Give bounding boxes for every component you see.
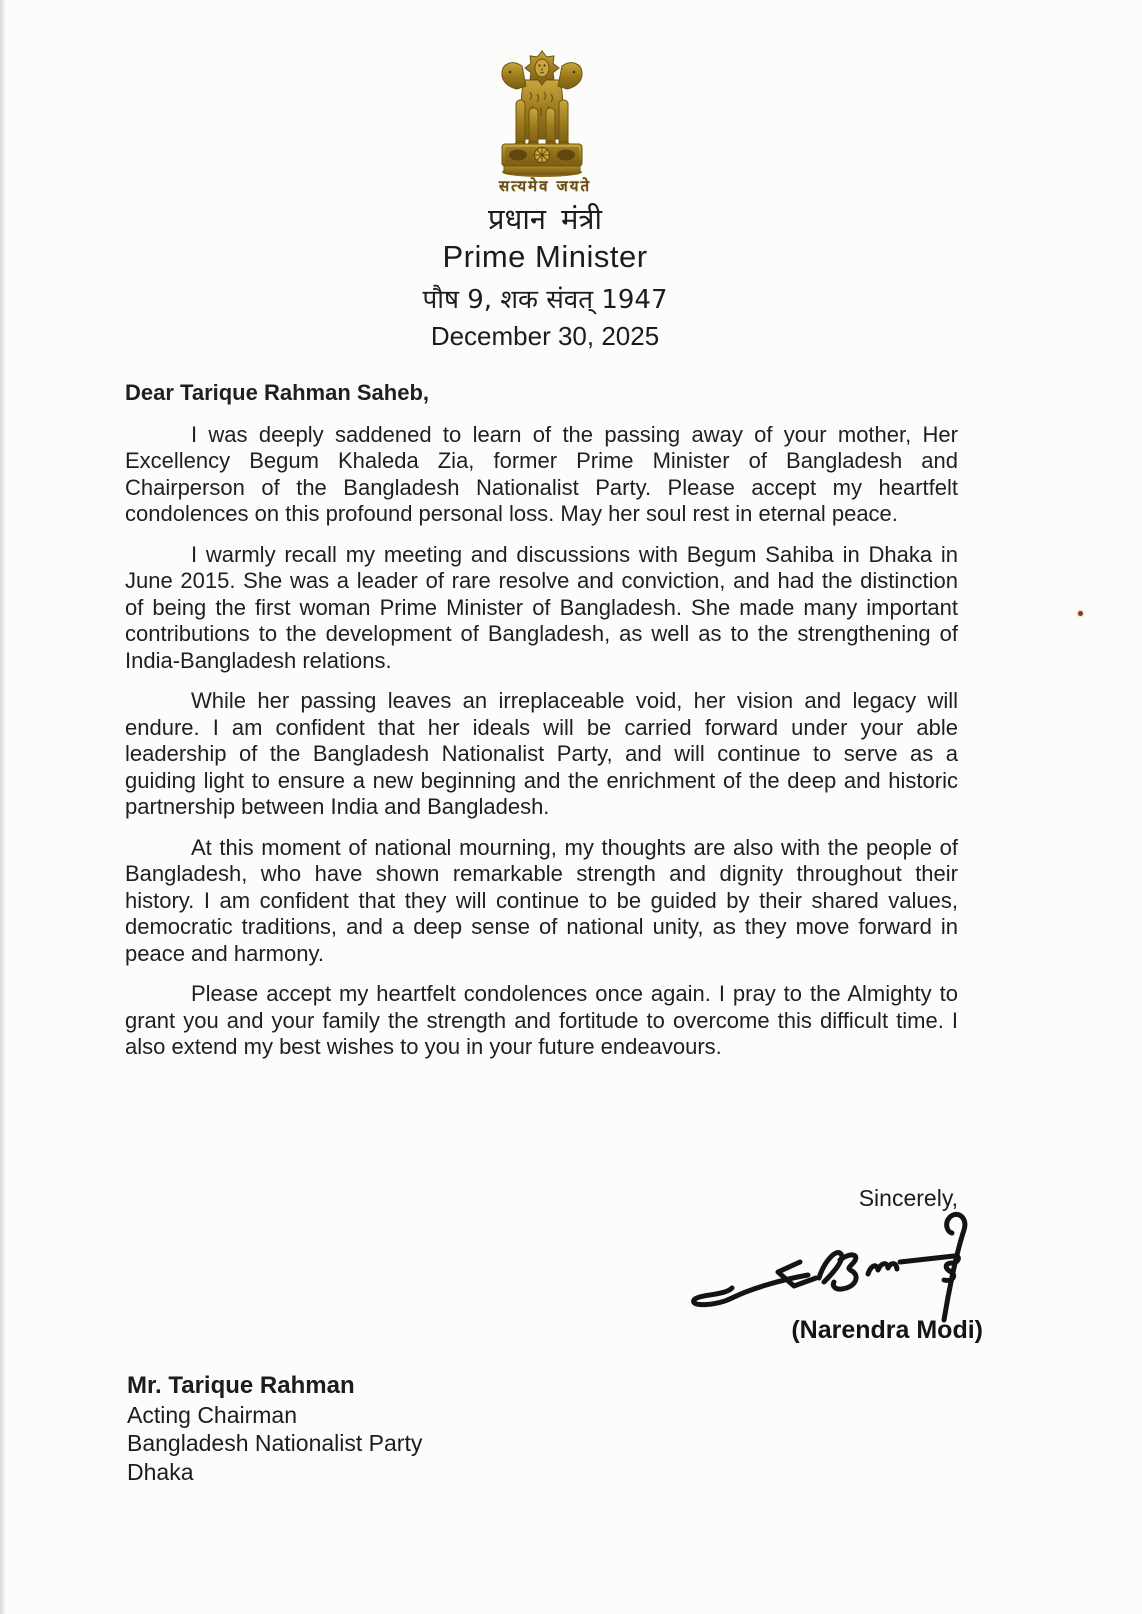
signatory-name: (Narendra Modi): [791, 1316, 983, 1344]
recipient-title: Acting Chairman: [127, 1401, 298, 1428]
title-english: Prime Minister: [442, 239, 648, 274]
closing-salutation: Sincerely,: [858, 1185, 958, 1211]
narendra-modi-signature: [688, 1210, 990, 1324]
paragraph-1: I was deeply saddened to learn of the passing away of your mother, Her Excellency Begum Khaleda Zia, former Prime Minister of Bangladesh and Chairperson of the Bangladesh Nationalist Party. Please accept my heartfelt condolences on this profound personal loss. May her soul rest in eternal peace.: [125, 421, 958, 526]
recipient-city: Dhaka: [127, 1458, 194, 1485]
date-hindi: पौष 9, शक संवत् 1947: [422, 285, 668, 315]
salutation: Dear Tarique Rahman Saheb,: [125, 380, 430, 405]
paragraph-4: At this moment of national mourning, my thoughts are also with the people of Bangladesh, who have shown remarkable strength and dignity throughout their history. I am confident that they will continue to be guided by their shared values, democratic traditions, and a deep sense of national unity, as they move forward in peace and harmony.: [125, 834, 958, 966]
letter-body: [125, 380, 958, 1075]
india-national-emblem-icon: [496, 42, 588, 180]
paragraph-5: Please accept my heartfelt condolences once again. I pray to the Almighty to grant you and your family the strength and fortitude to overcome this difficult time. I also extend my best wishes to you in your future endeavours.: [125, 981, 958, 1059]
emblem-motto: सत्यमेव जयते: [498, 177, 592, 195]
date-english: December 30, 2025: [430, 321, 660, 351]
recipient-organization: Bangladesh Nationalist Party: [127, 1430, 423, 1456]
recipient-address: [127, 1372, 422, 1486]
recipient-name: Mr. Tarique Rahman: [127, 1372, 355, 1399]
title-hindi: प्रधान मंत्री: [487, 202, 603, 236]
paragraph-2: I warmly recall my meeting and discussions with Begum Sahiba in Dhaka in June 2015. She was a leader of rare resolve and conviction, and had the distinction of being the first woman Prime Minister of Bangladesh. She made many important contributions to the development of Bangladesh, as well as to the strengthening of India-Bangladesh relations.: [125, 541, 958, 673]
paragraph-3: While her passing leaves an irreplaceable void, her vision and legacy will endure. I am confident that her ideals will be carried forward under your able leadership of the Bangladesh Nationalist Party, and will continue to serve as a guiding light to ensure a new beginning and the enrichment of the deep and historic partnership between India and Bangladesh.: [125, 688, 958, 819]
ink-spot-artifact: [1078, 611, 1083, 616]
